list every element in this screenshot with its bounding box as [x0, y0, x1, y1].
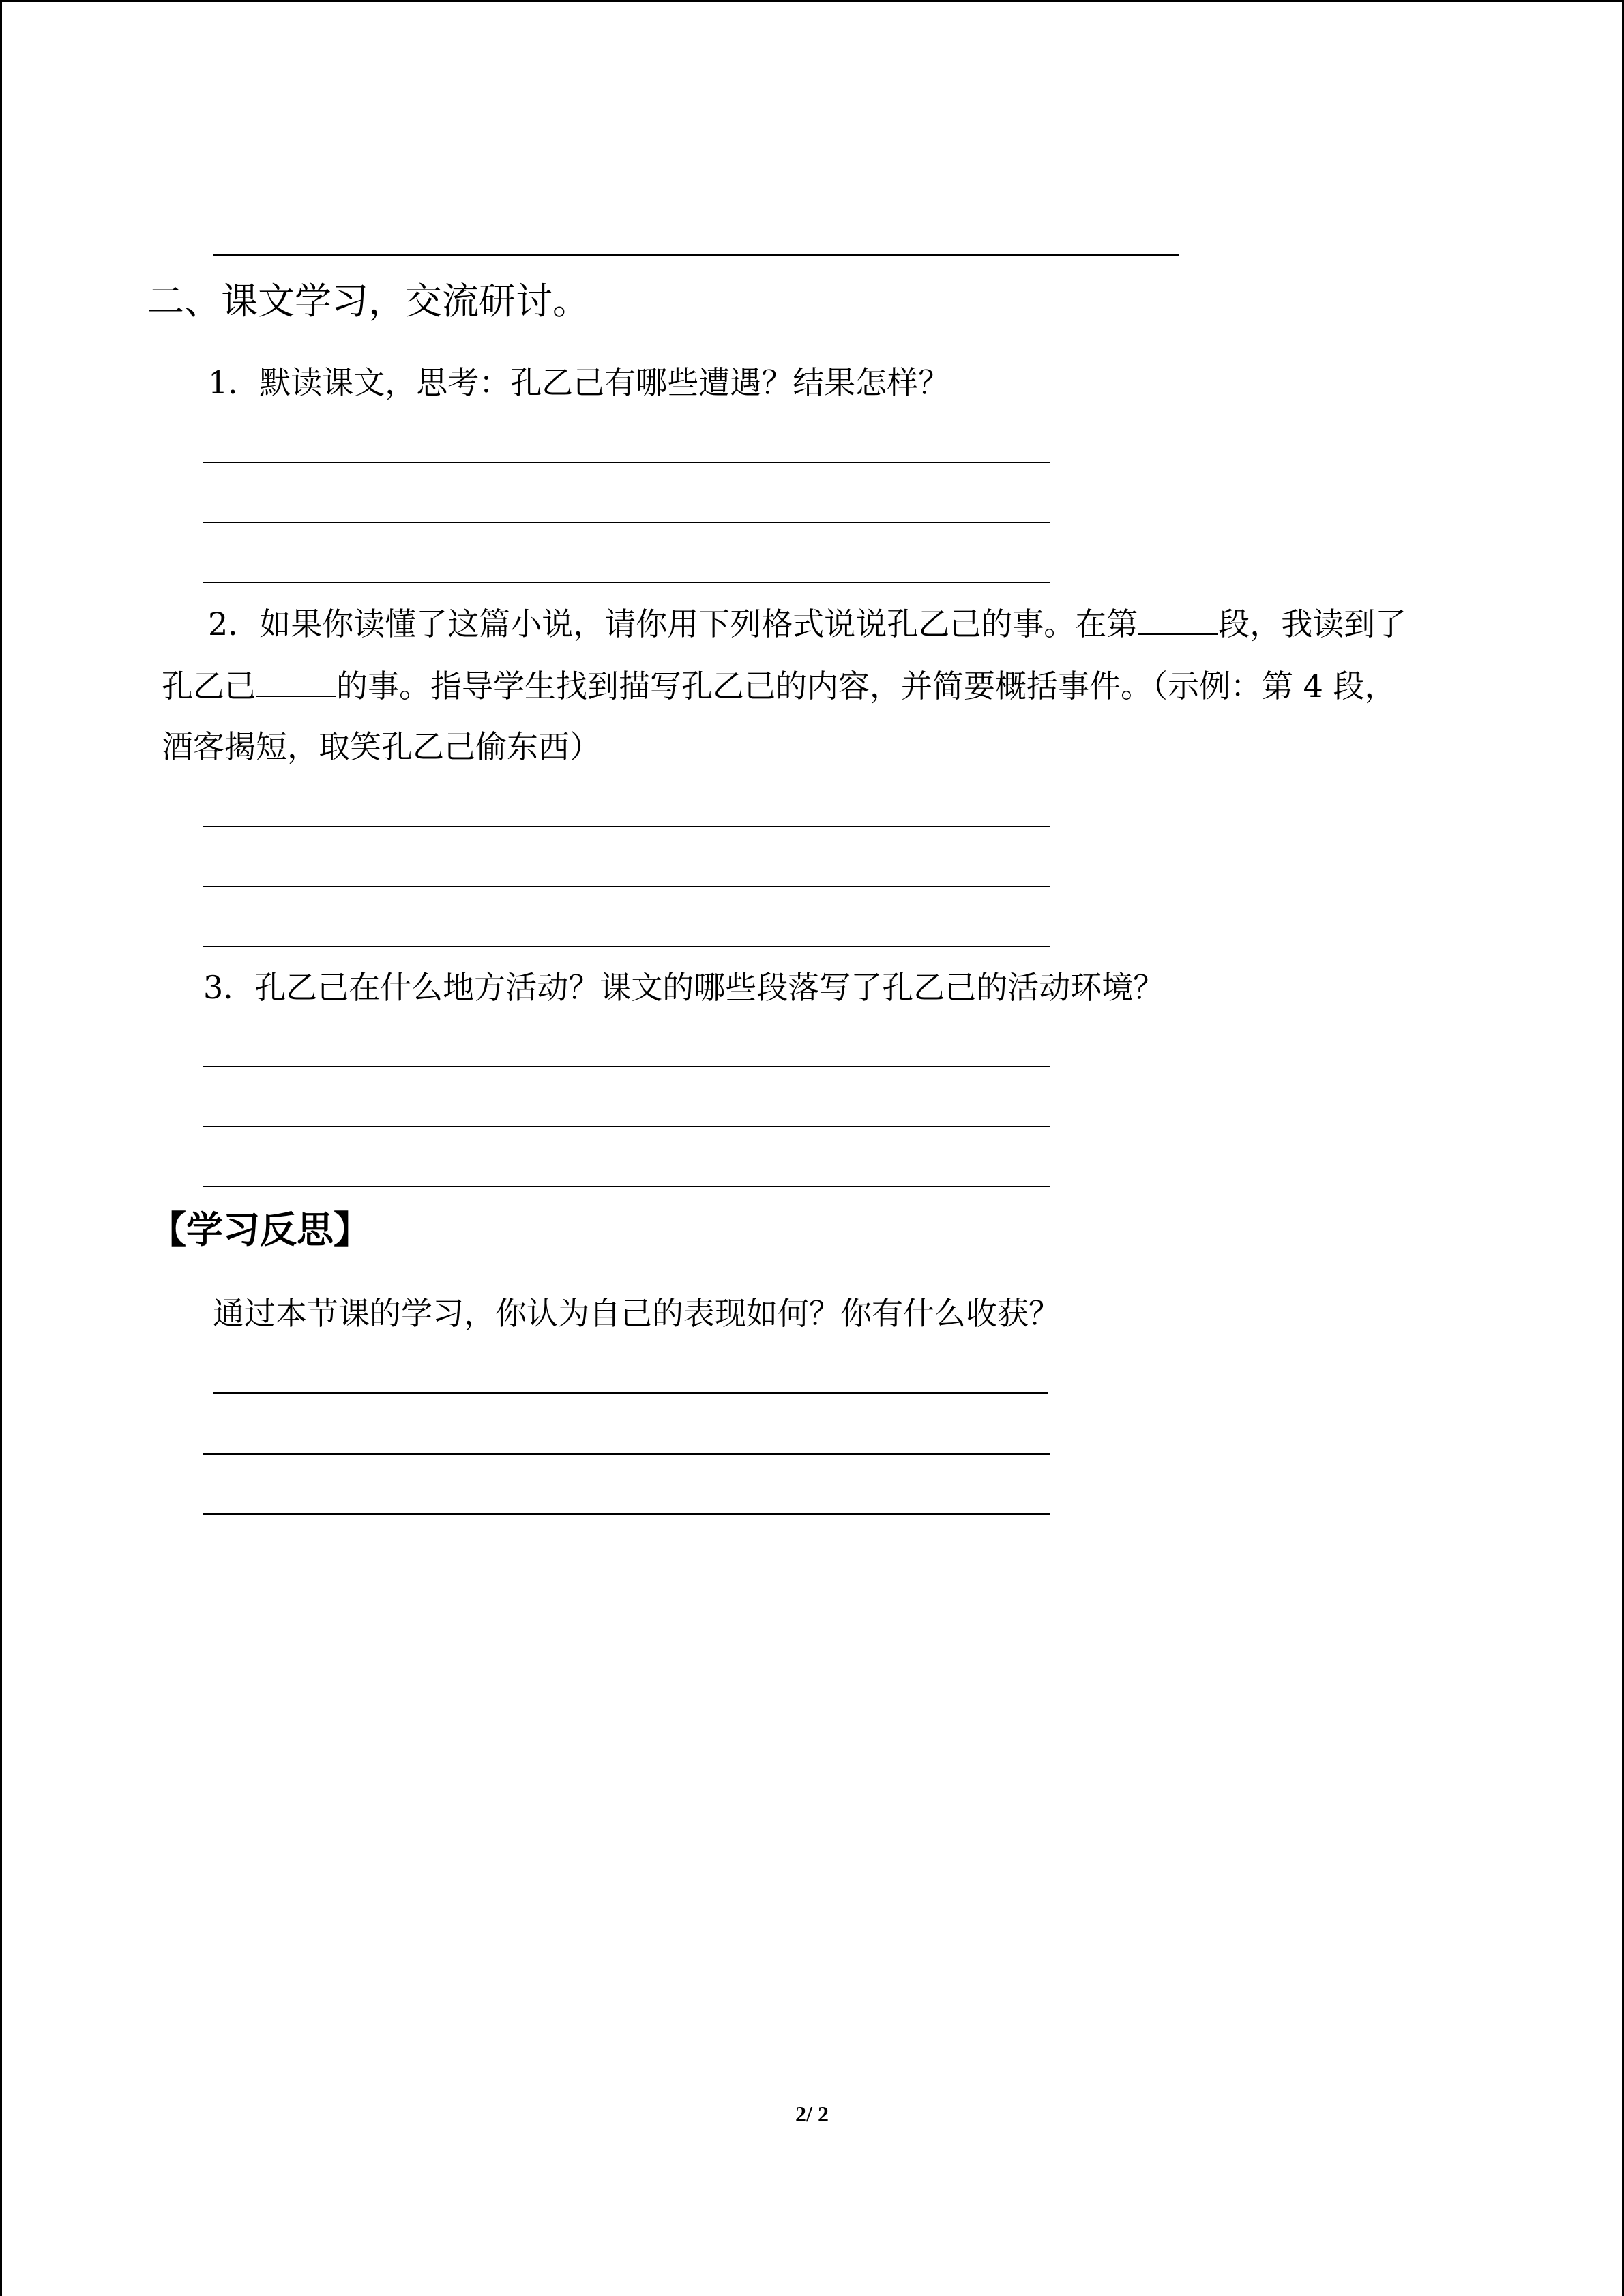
- fill-blank[interactable]: [256, 670, 336, 697]
- question-2-line-2: [162, 670, 1396, 702]
- question-2-text: 的事。指导学生找到描写孔乙己的内容，并简要概括事件。（示例：第 4 段，: [336, 668, 1396, 704]
- reflection-prompt: 通过本节课的学习，你认为自己的表现如何？你有什么收获？: [213, 1295, 1060, 1332]
- question-2-text: 段，我读到了: [1218, 606, 1407, 642]
- question-2-text: 2．如果你读懂了这篇小说，请你用下列格式说说孔乙己的事。在第: [208, 606, 1138, 642]
- fill-blank[interactable]: [1138, 608, 1218, 635]
- section-heading: 二、课文学习，交流研讨。: [147, 280, 589, 323]
- answer-line: [203, 1453, 1050, 1455]
- question-3: 3．孔乙己在什么地方活动？课文的哪些段落写了孔乙己的活动环境？: [203, 969, 1165, 1006]
- answer-line: [203, 462, 1050, 463]
- question-2-line-3: 酒客揭短，取笑孔乙己偷东西）: [162, 728, 601, 765]
- answer-line: [203, 826, 1050, 827]
- answer-line: [203, 946, 1050, 947]
- answer-line: [203, 522, 1050, 523]
- answer-line: [213, 254, 1179, 256]
- page-number: 2/ 2: [795, 2102, 829, 2126]
- answer-line: [203, 1066, 1050, 1067]
- answer-line: [203, 582, 1050, 583]
- answer-line: [203, 1186, 1050, 1187]
- answer-line: [203, 1513, 1050, 1515]
- question-2-line-1: [208, 608, 1406, 640]
- answer-line: [213, 1392, 1048, 1394]
- answer-line: [203, 1126, 1050, 1127]
- answer-line: [203, 886, 1050, 887]
- question-2-text: 孔乙己: [162, 668, 256, 704]
- reflection-title: 【学习反思】: [149, 1208, 370, 1251]
- question-1: 1．默读课文，思考：孔乙己有哪些遭遇？结果怎样？: [208, 364, 950, 401]
